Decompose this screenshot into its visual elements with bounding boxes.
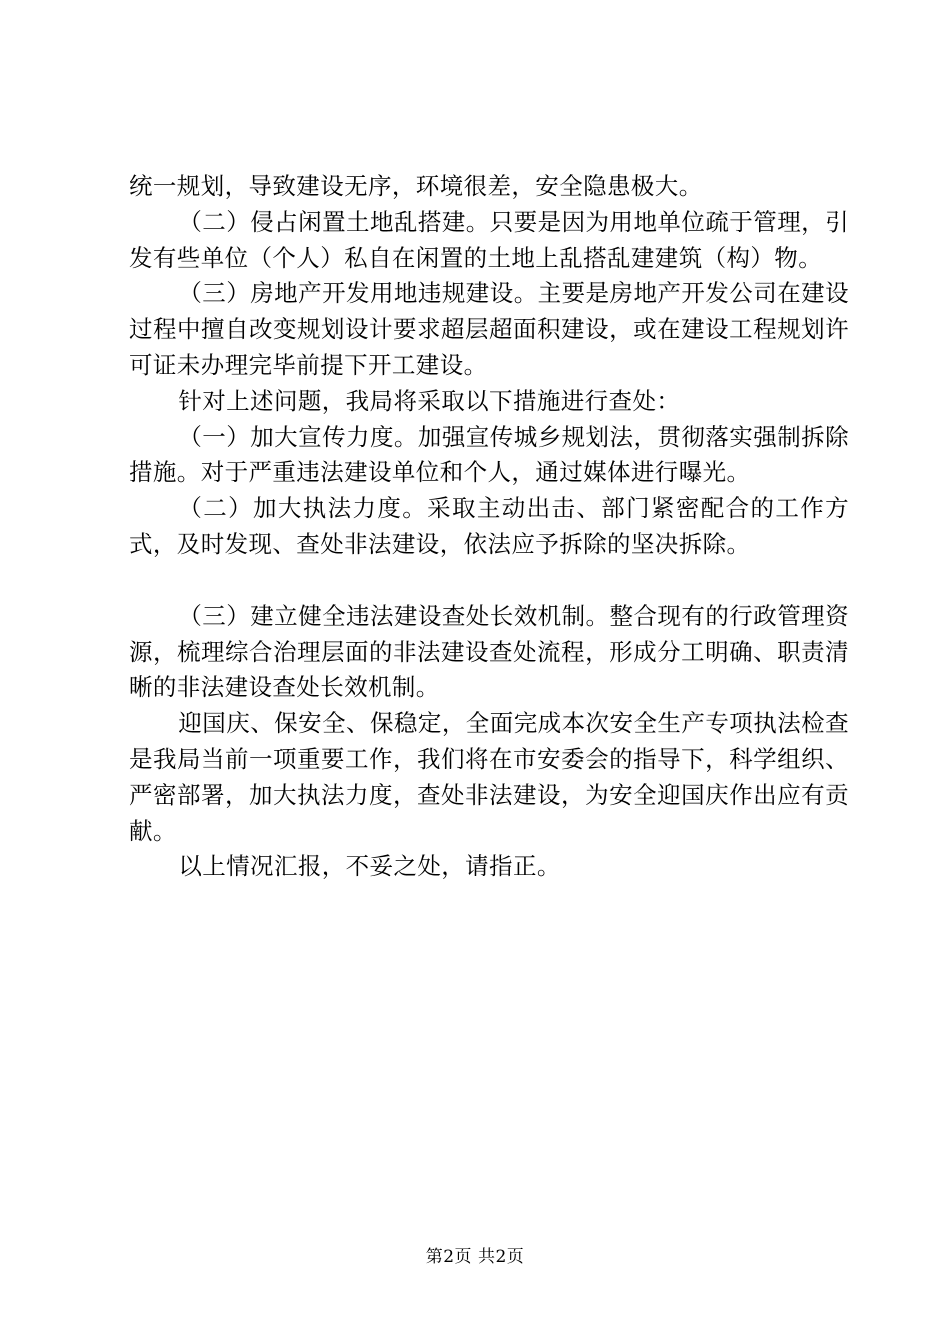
paragraph-measure-3-mechanism: （三）建立健全违法建设查处长效机制。整合现有的行政管理资源，梳理综合治理层面的非法建设查处流程，形成分工明确、职责清晰的非法建设查处长效机制。	[129, 601, 849, 702]
paragraph-measure-1-publicity: （一）加大宣传力度。加强宣传城乡规划法，贯彻落实强制拆除措施。对于严重违法建设单位和个人，通过媒体进行曝光。	[129, 422, 849, 487]
paragraph-closing: 以上情况汇报，不妥之处，请指正。	[178, 852, 561, 881]
paragraph-continuation: 统一规划，导致建设无序，环境很差，安全隐患极大。	[129, 172, 703, 200]
paragraph-item-2-idle-land: （二）侵占闲置土地乱搭建。只要是因为用地单位疏于管理，引发有些单位（个人）私自在闲置的土地上乱搭乱建建筑（构）物。	[129, 207, 849, 272]
page-number-footer: 第2页 共2页	[425, 1247, 525, 1267]
paragraph-measures-intro: 针对上述问题，我局将采取以下措施进行查处：	[178, 386, 681, 415]
paragraph-item-3-real-estate: （三）房地产开发用地违规建设。主要是房地产开发公司在建设过程中擅自改变规划设计要求超层超面积建设，或在建设工程规划许可证未办理完毕前提下开工建设。	[129, 279, 849, 379]
paragraph-national-day-safety: 迎国庆、保安全、保稳定，全面完成本次安全生产专项执法检查是我局当前一项重要工作，我们将在市安委会的指导下，科学组织、严密部署，加大执法力度，查处非法建设，为安全迎国庆作出应有贡献。	[129, 709, 849, 845]
document-body	[129, 169, 849, 885]
paragraph-measure-2-enforcement: （二）加大执法力度。采取主动出击、部门紧密配合的工作方式，及时发现、查处非法建设，依法应予拆除的坚决拆除。	[129, 494, 849, 558]
